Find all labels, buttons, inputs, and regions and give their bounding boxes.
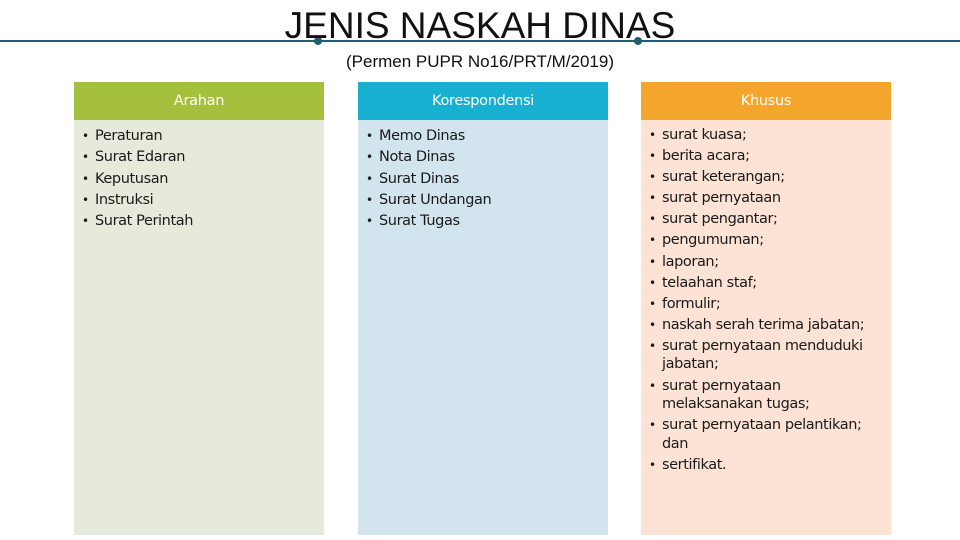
bullet-icon: • (82, 150, 89, 165)
list-item-label: Peraturan (95, 128, 163, 144)
list-item-label: Surat Tugas (379, 213, 460, 230)
list-item (649, 337, 883, 374)
column-khusus (641, 82, 891, 535)
item-list-arahan (82, 126, 316, 232)
column-body-korespondensi (358, 120, 608, 535)
list-item (649, 126, 883, 145)
column-header-korespondensi: Korespondensi (358, 82, 608, 120)
list-item (649, 210, 883, 229)
list-item (649, 295, 883, 314)
list-item-label: Surat Dinas (379, 170, 459, 187)
list-item-label: surat kuasa; (662, 127, 747, 143)
list-item-label: sertifikat. (662, 456, 727, 473)
list-item-label: Instruksi (95, 191, 154, 208)
list-item-label: surat keterangan; (662, 169, 785, 186)
bullet-icon: • (649, 128, 656, 142)
list-item-label: surat pernyataan pelantikan; dan (662, 417, 862, 452)
bullet-icon: • (82, 214, 89, 229)
list-item (649, 253, 883, 272)
bullet-icon: • (366, 129, 373, 143)
list-item-label: surat pernyataan (662, 190, 781, 207)
list-item-label: surat pernyataan melaksanakan tugas; (662, 377, 810, 413)
column-korespondensi (358, 82, 608, 535)
list-item (649, 231, 883, 250)
list-item-label: berita acara; (662, 148, 750, 165)
bullet-icon: • (82, 171, 89, 186)
list-item (366, 169, 600, 190)
list-item (82, 190, 316, 211)
list-item-label: pengumuman; (662, 232, 764, 249)
page-title: JENIS NASKAH DINAS (284, 5, 676, 46)
bullet-icon: • (649, 170, 656, 185)
list-item (366, 190, 600, 211)
bullet-icon: • (649, 275, 656, 290)
bullet-icon: • (649, 296, 656, 311)
list-item (366, 147, 600, 168)
bullet-icon: • (366, 171, 373, 186)
page-subtitle: (Permen PUPR No16/PRT/M/2019) (345, 52, 614, 71)
list-item-label: formulir; (662, 295, 721, 312)
list-item-label: Surat Edaran (95, 149, 186, 166)
list-item-label: Keputusan (95, 170, 169, 187)
bullet-icon: • (649, 233, 656, 248)
column-body-khusus (641, 120, 891, 535)
list-item (82, 126, 316, 147)
bullet-icon: • (649, 317, 656, 332)
column-header-arahan: Arahan (74, 82, 324, 120)
bullet-icon: • (366, 214, 373, 229)
list-item (82, 147, 316, 168)
list-item (82, 211, 316, 232)
list-item (366, 126, 600, 147)
bullet-icon: • (649, 338, 656, 353)
bullet-icon: • (366, 192, 373, 207)
list-item (649, 456, 883, 475)
column-arahan (74, 82, 324, 535)
list-item (649, 416, 883, 453)
bullet-icon: • (82, 129, 89, 143)
list-item (649, 316, 883, 335)
list-item-label: Surat Undangan (379, 191, 492, 208)
bullet-icon: • (366, 150, 373, 165)
list-item (649, 189, 883, 208)
bullet-icon: • (649, 418, 656, 433)
list-item (649, 168, 883, 187)
list-item-label: Memo Dinas (379, 128, 465, 144)
column-header-khusus: Khusus (641, 82, 891, 120)
bullet-icon: • (649, 457, 656, 472)
column-body-arahan (74, 120, 324, 535)
bullet-icon: • (649, 149, 656, 164)
list-item (649, 377, 883, 414)
list-item-label: Nota Dinas (379, 149, 455, 166)
list-item-label: laporan; (662, 253, 719, 270)
bullet-icon: • (82, 192, 89, 207)
bullet-icon: • (649, 254, 656, 269)
bullet-icon: • (649, 191, 656, 206)
list-item (649, 147, 883, 166)
list-item-label: surat pernyataan menduduki jabatan; (662, 337, 863, 373)
list-item-label: telaahan staf; (662, 274, 757, 291)
list-item (82, 169, 316, 190)
item-list-khusus (649, 126, 883, 474)
item-list-korespondensi (366, 126, 600, 232)
list-item-label: Surat Perintah (95, 213, 194, 230)
list-item (649, 274, 883, 293)
list-item (366, 211, 600, 232)
list-item-label: naskah serah terima jabatan; (662, 316, 865, 333)
bullet-icon: • (649, 378, 656, 393)
list-item-label: surat pengantar; (662, 211, 778, 228)
bullet-icon: • (649, 212, 656, 227)
